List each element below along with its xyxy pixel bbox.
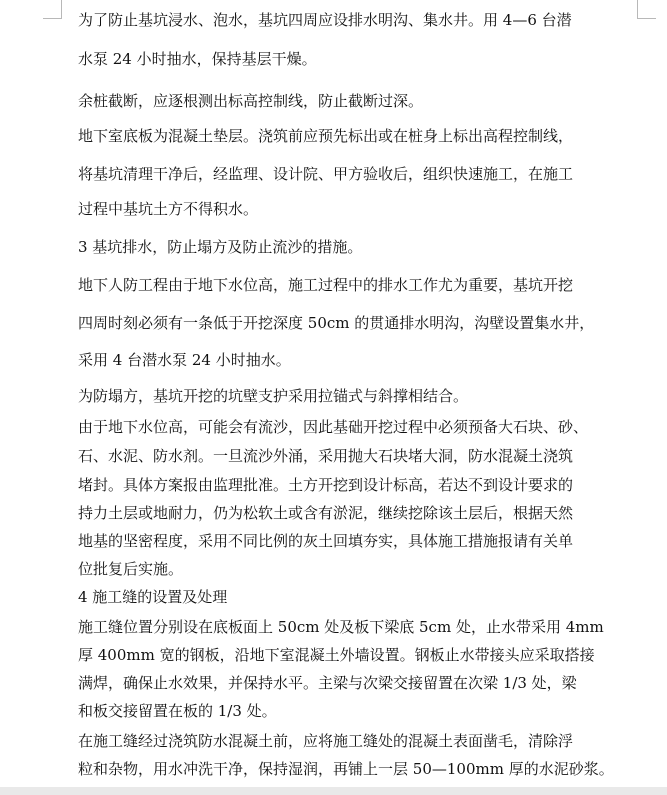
text-line: 将基坑清理干净后，经监理、设计院、甲方验收后，组织快速施工，在施工 bbox=[78, 165, 574, 183]
text-line: 在施工缝经过浇筑防水混凝土前，应将施工缝处的混凝土表面凿毛，清除浮 bbox=[78, 732, 574, 750]
text-line: 堵封。具体方案报由监理批准。土方开挖到设计标高，若达不到设计要求的 bbox=[78, 476, 574, 494]
text-line: 采用 4 台潜水泵 24 小时抽水。 bbox=[78, 351, 291, 369]
text-line: 地下人防工程由于地下水位高，施工过程中的排水工作尤为重要，基坑开挖 bbox=[78, 276, 574, 294]
text-line: 为了防止基坑浸水、泡水，基坑四周应设排水明沟、集水井。用 4—6 台潜 bbox=[78, 11, 572, 29]
text-line: 持力土层或地耐力，仍为松软土或含有淤泥，继续挖除该土层后，根据天然 bbox=[78, 504, 574, 522]
right-margin-mark bbox=[637, 0, 656, 19]
text-line: 过程中基坑土方不得积水。 bbox=[78, 200, 259, 218]
text-line: 四周时刻必须有一条低于开挖深度 50cm 的贯通排水明沟，沟壁设置集水井， bbox=[78, 314, 595, 332]
page-bottom-strip bbox=[0, 787, 667, 795]
text-line: 厚 400mm 宽的钢板，沿地下室混凝土外墙设置。钢板止水带接头应采取搭接 bbox=[78, 646, 595, 664]
text-line: 水泵 24 小时抽水，保持基层干燥。 bbox=[78, 50, 317, 68]
text-line: 位批复后实施。 bbox=[78, 560, 184, 578]
text-line: 为防塌方，基坑开挖的坑壁支护采用拉锚式与斜撑相结合。 bbox=[78, 387, 469, 405]
text-line: 地下室底板为混凝土垫层。浇筑前应预先标出或在桩身上标出高程控制线， bbox=[78, 127, 574, 145]
text-line: 满焊，确保止水效果，并保持水平。主梁与次梁交接留置在次梁 1/3 处，梁 bbox=[78, 674, 577, 692]
text-line: 施工缝位置分别设在底板面上 50cm 处及板下梁底 5cm 处，止水带采用 4mm bbox=[78, 618, 604, 636]
left-margin-mark bbox=[43, 0, 62, 19]
text-line: 地基的坚密程度，采用不同比例的灰土回填夯实，具体施工措施报请有关单 bbox=[78, 532, 574, 550]
text-line: 由于地下水位高，可能会有流沙，因此基础开挖过程中必须预备大石块、砂、 bbox=[78, 418, 589, 436]
section-heading: 4 施工缝的设置及处理 bbox=[78, 588, 228, 606]
text-line: 和板交接留置在板的 1/3 处。 bbox=[78, 702, 277, 720]
text-line: 粒和杂物，用水冲洗干净，保持湿润，再铺上一层 50—100mm 厚的水泥砂浆。 bbox=[78, 760, 614, 778]
section-heading: 3 基坑排水，防止塌方及防止流沙的措施。 bbox=[78, 238, 363, 256]
text-line: 石、水泥、防水剂。一旦流沙外涌，采用抛大石块堵大洞，防水混凝土浇筑 bbox=[78, 447, 574, 465]
text-line: 余桩截断，应逐根测出标高控制线，防止截断过深。 bbox=[78, 92, 424, 110]
